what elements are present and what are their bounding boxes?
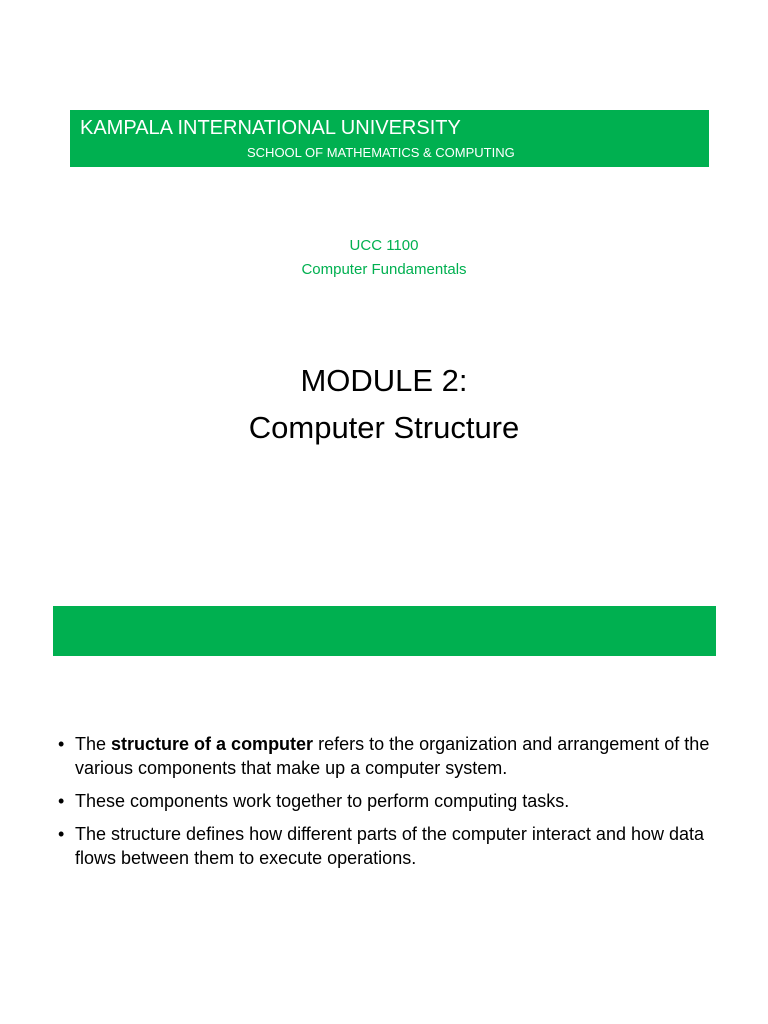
list-item bbox=[58, 732, 728, 780]
bullet-list bbox=[58, 732, 728, 879]
divider-banner bbox=[53, 606, 716, 656]
bullet-icon: • bbox=[58, 791, 65, 811]
course-info bbox=[0, 234, 768, 282]
course-code: UCC 1100 bbox=[349, 237, 419, 254]
bullet-icon: • bbox=[58, 734, 65, 754]
bullet-text-prefix: The bbox=[75, 734, 112, 754]
module-number: MODULE 2: bbox=[300, 363, 468, 398]
module-heading bbox=[0, 361, 768, 448]
bullet-text: The structure defines how different parts of the computer interact and how data flows between them to execute operations. bbox=[75, 824, 705, 868]
course-name: Computer Fundamentals bbox=[301, 261, 467, 278]
school-name: SCHOOL OF MATHEMATICS & COMPUTING bbox=[247, 145, 515, 160]
list-item bbox=[58, 822, 728, 870]
bullet-text-suffix: refers to the organization and arrangement of the various components that make up a computer system. bbox=[75, 734, 710, 778]
header-banner bbox=[70, 110, 709, 167]
university-name: KAMPALA INTERNATIONAL UNIVERSITY bbox=[80, 117, 461, 139]
list-item bbox=[58, 789, 728, 813]
bullet-icon: • bbox=[58, 824, 65, 844]
bullet-text-bold: structure of a computer bbox=[111, 734, 314, 754]
bullet-text: These components work together to perform computing tasks. bbox=[75, 791, 570, 811]
module-title: Computer Structure bbox=[248, 410, 520, 445]
